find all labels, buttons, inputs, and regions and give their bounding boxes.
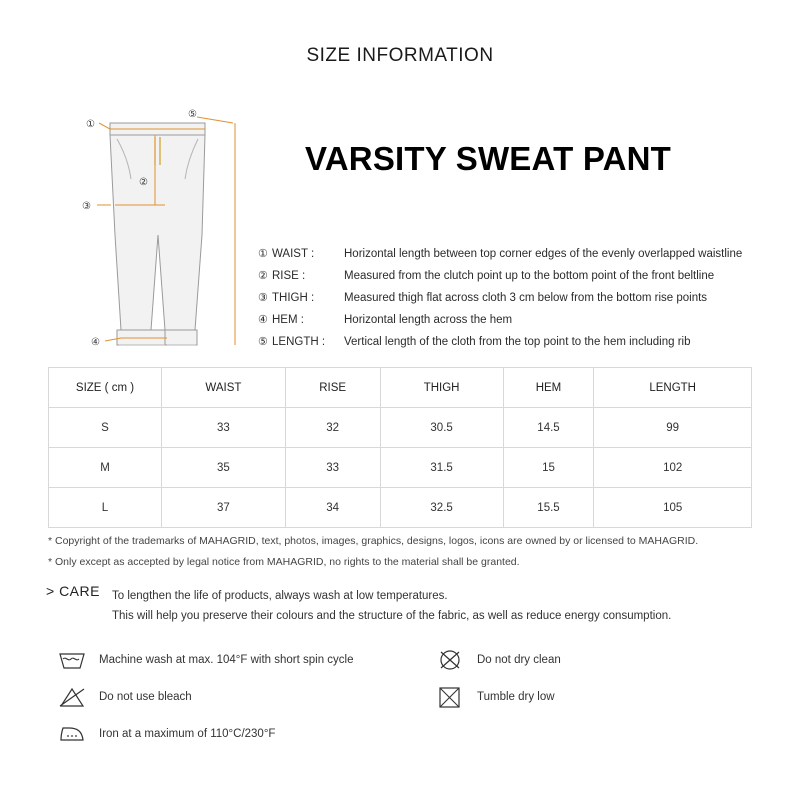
- column-header-rise: RISE: [285, 368, 380, 408]
- cell-rise: 32: [285, 408, 380, 448]
- care-symbol-label: Machine wash at max. 104°F with short spin cycle: [99, 654, 354, 666]
- column-header-thigh: THIGH: [380, 368, 503, 408]
- cell-length: 105: [594, 488, 752, 528]
- size-table: [48, 367, 752, 528]
- cell-waist: 35: [162, 448, 286, 488]
- marker-1: ①: [86, 119, 95, 130]
- page-title: SIZE INFORMATION: [306, 45, 494, 66]
- column-header-hem: HEM: [503, 368, 594, 408]
- copyright-line-1: * Copyright of the trademarks of MAHAGRID, text, photos, images, graphics, designs, logos, icons are owned by or licensed to MAHAGRID.: [48, 535, 699, 547]
- marker-2: ②: [139, 177, 148, 188]
- legend-marker: ⑤: [258, 336, 268, 348]
- care-symbol-label: Iron at a maximum of 110°C/230°F: [99, 728, 276, 740]
- care-symbol-no-dry-clean: [433, 645, 561, 675]
- no-bleach-icon: [55, 682, 89, 712]
- legend-item: [258, 243, 778, 265]
- column-header-length: LENGTH: [594, 368, 752, 408]
- copyright-notice: [48, 531, 768, 573]
- cell-hem: 15: [503, 448, 594, 488]
- care-symbol-machine-wash: [55, 645, 354, 675]
- cell-length: 102: [594, 448, 752, 488]
- care-symbol-label: Do not use bleach: [99, 691, 192, 703]
- care-symbol-label: Do not dry clean: [477, 654, 561, 666]
- legend-label: LENGTH :: [272, 336, 326, 348]
- cell-thigh: 30.5: [380, 408, 503, 448]
- iron-icon: [55, 719, 89, 749]
- marker-3: ③: [82, 201, 91, 212]
- legend-description: Measured from the clutch point up to the bottom point of the front beltline: [344, 270, 715, 282]
- care-symbol-iron: [55, 719, 275, 749]
- care-symbol-label: Tumble dry low: [477, 691, 555, 703]
- legend-description: Horizontal length across the hem: [344, 314, 513, 326]
- legend-label: THIGH :: [272, 292, 315, 304]
- table-header-row: [49, 368, 752, 408]
- product-name: VARSITY SWEAT PANT: [305, 140, 672, 177]
- column-header-waist: WAIST: [162, 368, 286, 408]
- legend-marker: ②: [258, 270, 268, 282]
- cell-rise: 34: [285, 488, 380, 528]
- cell-rise: 33: [285, 448, 380, 488]
- copyright-line-2: * Only except as accepted by legal notice from MAHAGRID, no rights to the material shall be granted.: [48, 556, 520, 568]
- legend-item: [258, 287, 778, 309]
- measurement-legend: [258, 243, 778, 353]
- legend-label: HEM :: [272, 314, 304, 326]
- cell-size: M: [49, 448, 162, 488]
- legend-item: [258, 265, 778, 287]
- cell-hem: 14.5: [503, 408, 594, 448]
- legend-marker: ③: [258, 292, 268, 304]
- column-header-size: SIZE ( cm ): [49, 368, 162, 408]
- no-dry-clean-icon: [433, 645, 467, 675]
- cell-thigh: 32.5: [380, 488, 503, 528]
- pant-diagram: [55, 95, 275, 360]
- legend-marker: ④: [258, 314, 268, 326]
- cell-waist: 33: [162, 408, 286, 448]
- care-line-2: This will help you preserve their colours and the structure of the fabric, as well as reduce energy consumption.: [112, 610, 672, 622]
- marker-4: ④: [91, 337, 100, 348]
- cell-waist: 37: [162, 488, 286, 528]
- marker-5: ⑤: [188, 109, 197, 120]
- cell-size: S: [49, 408, 162, 448]
- legend-marker: ①: [258, 248, 268, 260]
- legend-description: Measured thigh flat across cloth 3 cm below from the bottom rise points: [344, 292, 708, 304]
- tumble-dry-low-icon: [433, 682, 467, 712]
- table-row: [49, 448, 752, 488]
- care-body: [112, 586, 671, 626]
- cell-size: L: [49, 488, 162, 528]
- care-symbol-no-bleach: [55, 682, 192, 712]
- care-heading: > CARE: [46, 583, 100, 599]
- cell-hem: 15.5: [503, 488, 594, 528]
- cell-length: 99: [594, 408, 752, 448]
- legend-description: Vertical length of the cloth from the top point to the hem including rib: [344, 336, 691, 348]
- care-symbol-tumble-dry-low: [433, 682, 555, 712]
- legend-item: [258, 331, 778, 353]
- cell-thigh: 31.5: [380, 448, 503, 488]
- table-row: [49, 408, 752, 448]
- legend-label: RISE :: [272, 270, 306, 282]
- legend-label: WAIST :: [272, 248, 315, 260]
- machine-wash-icon: [55, 645, 89, 675]
- care-line-1: To lengthen the life of products, always wash at low temperatures.: [112, 590, 448, 602]
- table-row: [49, 488, 752, 528]
- legend-description: Horizontal length between top corner edges of the evenly overlapped waistline: [344, 248, 743, 260]
- legend-item: [258, 309, 778, 331]
